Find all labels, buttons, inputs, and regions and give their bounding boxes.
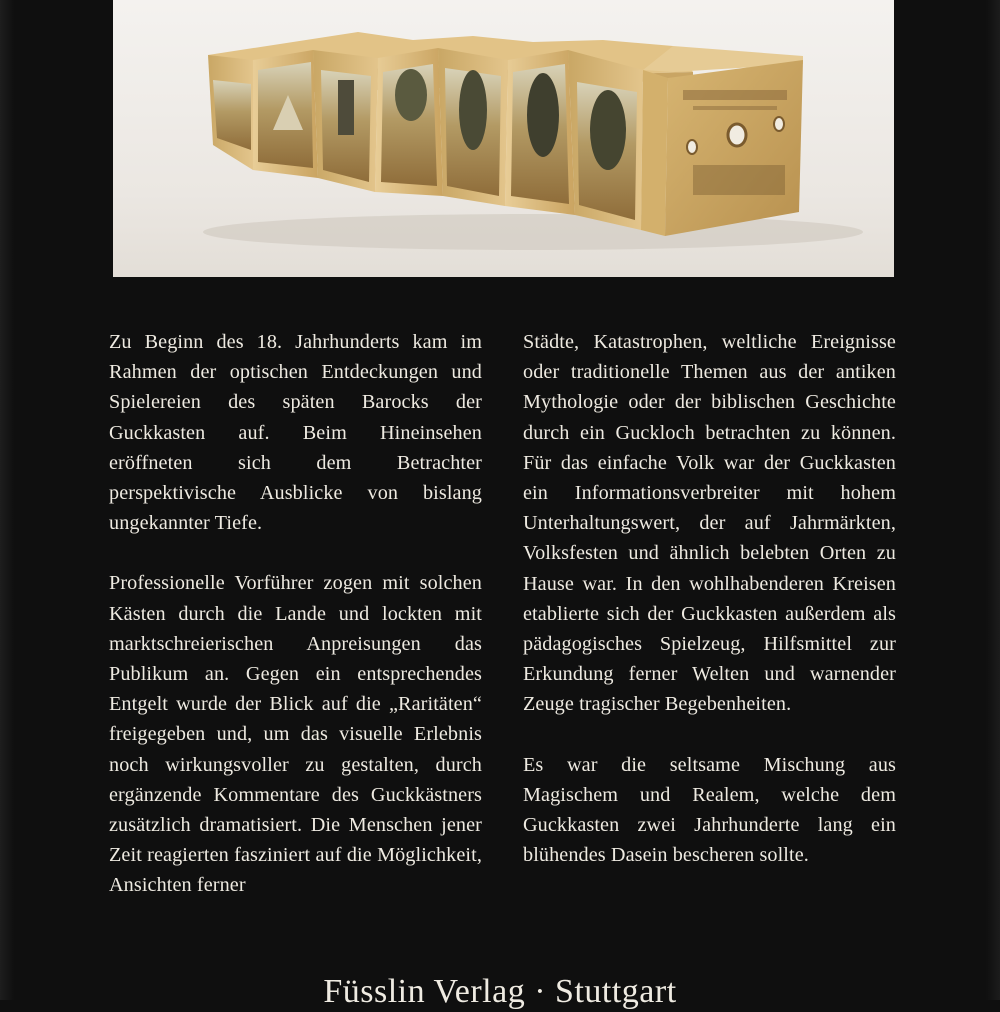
paragraph: Professionelle Vorführer zogen mit solchen Kästen durch die Lande und lockten mit marktschreierischen Anpreisungen das Publikum an. Gegen ein entsprechendes Entgelt wurde der Blick auf die „Raritäten“ freigegeben und, um das visuelle Erlebnis noch wirkungsvoller zu gestalten, durch ergänzende Kommentare des Guckkästners zusätzlich dramatisiert. Die Menschen jener Zeit reagierten fasziniert auf die Möglichkeit, Ansichten ferner (109, 572, 482, 897)
paragraph: Zu Beginn des 18. Jahrhunderts kam im Rahmen der optischen Entdeckungen und Spielereien des späten Barocks der Guckkasten auf. Beim Hineinsehen eröffneten sich dem Betrachter perspektivische Ausblicke von bislang ungekannter Tiefe. (109, 331, 482, 535)
publisher-imprint: Füsslin Verlag · Stuttgart (323, 973, 677, 1010)
paragraph: Städte, Katastrophen, weltliche Ereignisse oder traditionelle Themen aus der antiken Mythologie oder der biblischen Geschichte durch ein Guckloch betrachten zu können. Für das einfache Volk war der Guckkasten ein Informationsverbreiter mit hohem Unterhaltungswert, der auf Jahrmärkten, Volksfesten und ähnlich belebten Orten zu Hause war. In den wohlhabenderen Kreisen etablierte sich der Guckkasten außerdem als pädagogisches Spielzeug, Hilfsmittel zur Erkundung ferner Welten und warnender Zeuge tragischer Begebenheiten. (523, 331, 896, 716)
page-edge-right (986, 0, 1000, 1000)
text-column-right (523, 327, 896, 900)
text-column-left (109, 327, 482, 931)
guckkasten-photo (113, 0, 894, 277)
paragraph: Es war die seltsame Mischung aus Magischem und Realem, welche dem Guckkasten zwei Jahrhunderte lang ein blühendes Dasein bescheren sollte. (523, 753, 896, 867)
page-edge-left (0, 0, 14, 1000)
